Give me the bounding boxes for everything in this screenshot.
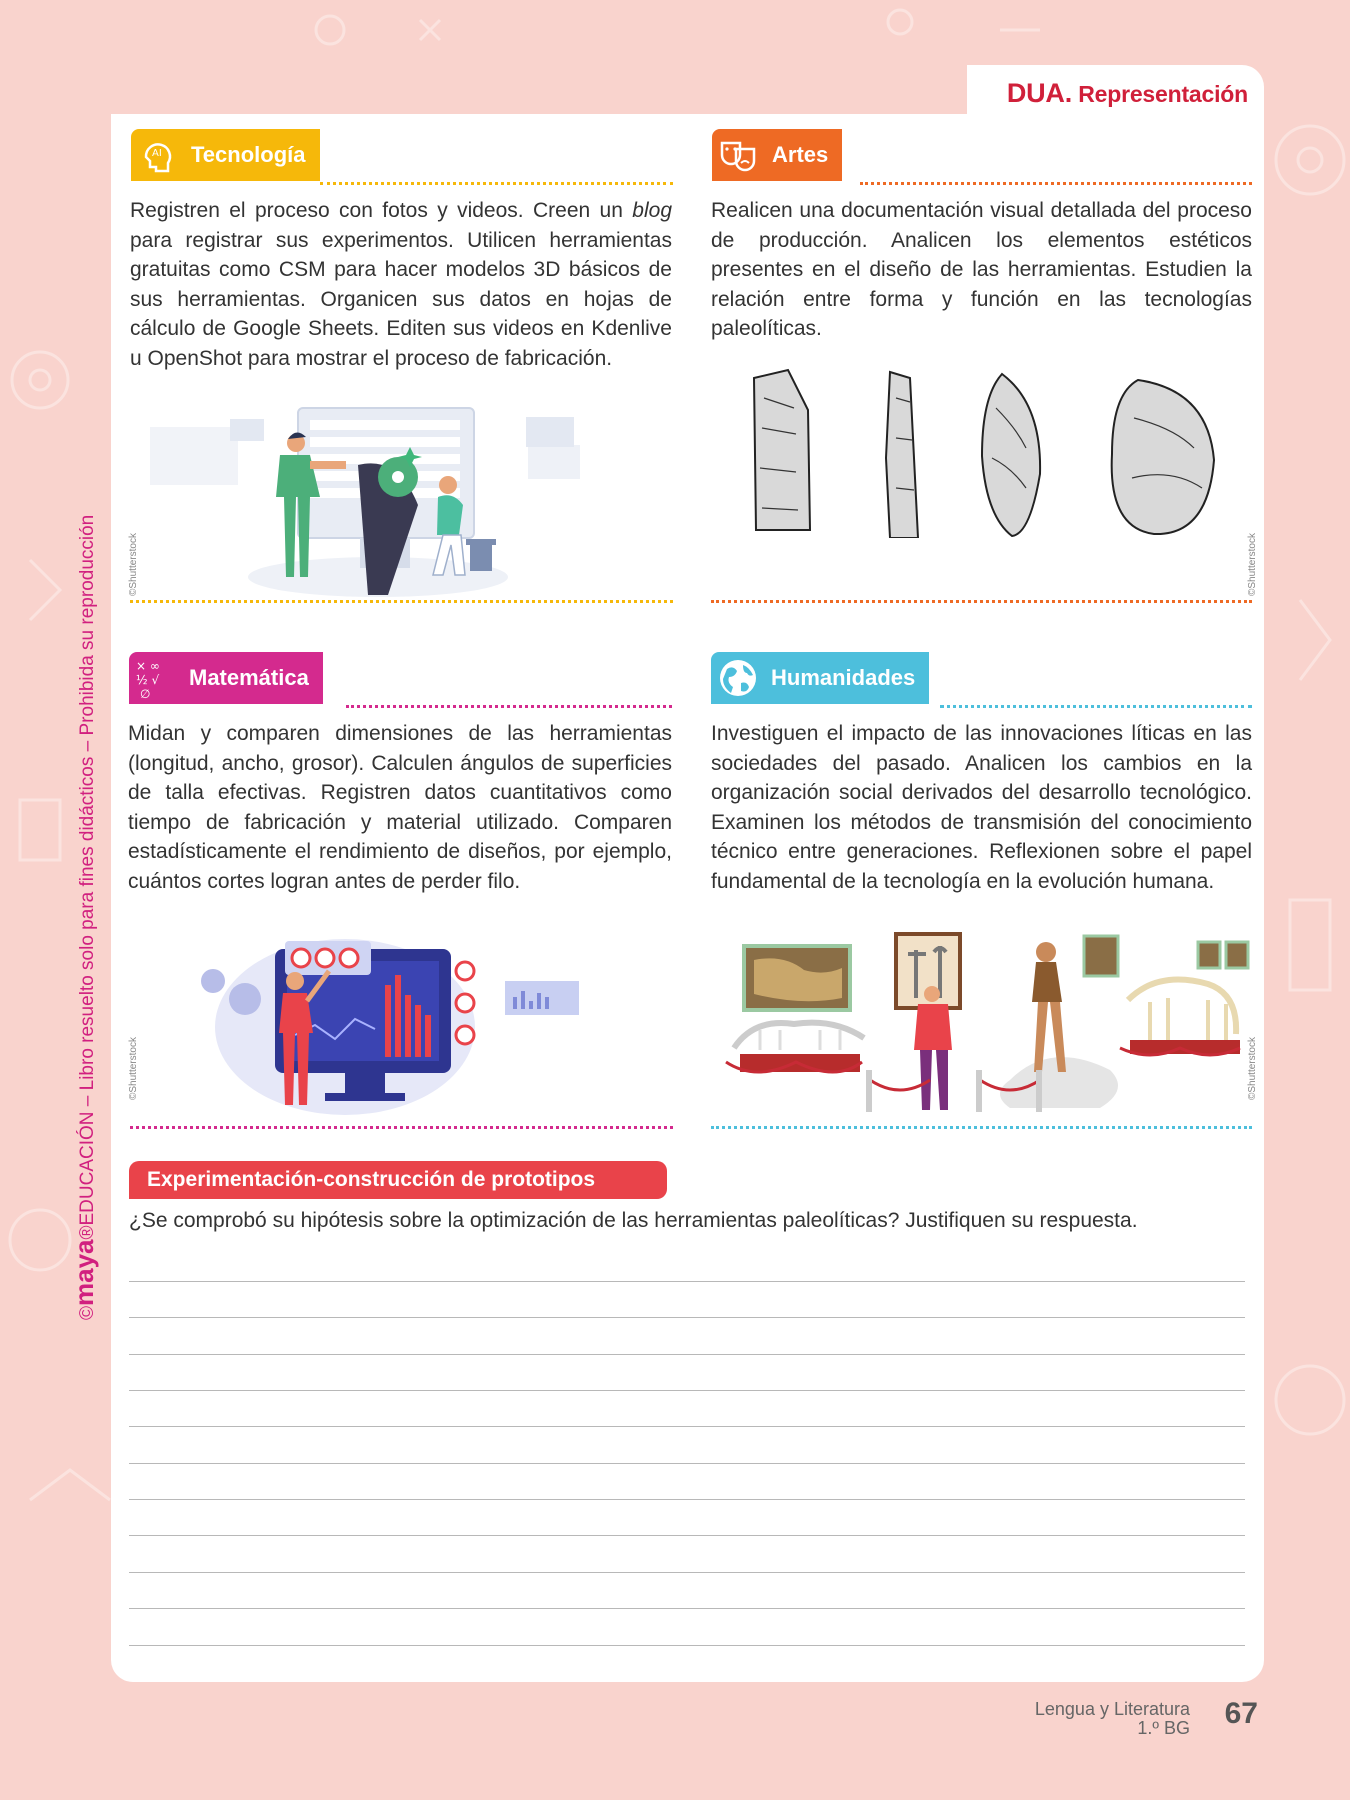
museum-illustration: [720, 930, 1250, 1120]
matematica-tag: [129, 652, 323, 704]
artes-bottom-divider: [711, 600, 1252, 603]
tecnologia-title: Tecnología: [191, 142, 306, 167]
theater-masks-icon: [712, 129, 766, 181]
matematica-bottom-divider: [130, 1126, 673, 1129]
experiment-question: ¿Se comprobó su hipótesis sobre la optimización de las herramientas paleolíticas? Justifiquen su respuesta.: [129, 1209, 1138, 1232]
dua-heading: DUA. Representación: [1006, 78, 1248, 108]
artes-text: Realicen una documentación visual detallada del proceso de producción. Analicen los elementos estéticos presentes en el diseño de las herramientas. Estudien la relación entre forma y función en las tecnologías paleolíticas.: [711, 199, 1252, 340]
answer-line[interactable]: [129, 1390, 1245, 1391]
tecnologia-credit: ©Shutterstock: [128, 533, 139, 596]
footer-subject: Lengua y Literatura 1.º BG: [1034, 1699, 1190, 1738]
matematica-credit: ©Shutterstock: [128, 1037, 139, 1100]
artes-tag: [712, 129, 842, 181]
header-tab-background: [111, 46, 967, 114]
stone-tools-illustration: [740, 368, 1220, 538]
globe-icon: [711, 652, 765, 704]
tecnologia-bottom-divider: [130, 600, 673, 603]
humanidades-text: Investiguen el impacto de las innovaciones líticas en las sociedades del pasado. Analicen los cambios en la organización social derivados del desarrollo tecnológico. Examinen los métodos de transmisión del conocimiento técnico entre generaciones. Reflexionen sobre el papel fundamental de la tecnología en la evolución humana.: [711, 722, 1252, 893]
tecnologia-tag: [131, 129, 320, 181]
answer-line[interactable]: [129, 1317, 1245, 1318]
answer-line[interactable]: [129, 1645, 1245, 1646]
artes-title: Artes: [772, 142, 829, 167]
humanidades-tag: [711, 652, 929, 704]
svg-text:∅: ∅: [140, 687, 151, 700]
artes-credit: ©Shutterstock: [1247, 533, 1258, 596]
answer-line[interactable]: [129, 1535, 1245, 1536]
answer-line[interactable]: [129, 1426, 1245, 1427]
matematica-title: Matemática: [189, 665, 309, 690]
answer-line[interactable]: [129, 1354, 1245, 1355]
answer-line[interactable]: [129, 1572, 1245, 1573]
humanidades-credit: ©Shutterstock: [1247, 1037, 1258, 1100]
tecnologia-divider: [320, 182, 673, 185]
answer-line[interactable]: [129, 1281, 1245, 1282]
matematica-text: Midan y comparen dimensiones de las herramientas (longitud, ancho, grosor). Calculen ángulos de superficies de talla efectivas. Registren datos cuantitativos como tiempo de fabricación y material utilizado. Comparen estadísticamente el rendimiento de diseños, por ejemplo, cuántos cortes logran antes de perder filo.: [128, 722, 672, 893]
video-editing-illustration: [148, 405, 618, 600]
robot-head-icon: [131, 129, 185, 181]
humanidades-title: Humanidades: [771, 665, 916, 690]
svg-text:AI: AI: [152, 148, 162, 159]
svg-text:½ √: ½ √: [136, 673, 160, 687]
side-copyright: ©maya®EDUCACIÓN – Libro resuelto solo para fines didácticos – Prohibida su reproducción: [69, 514, 99, 1320]
page-number: 67: [1224, 1697, 1258, 1730]
answer-line[interactable]: [129, 1499, 1245, 1500]
humanidades-bottom-divider: [711, 1126, 1252, 1129]
math-symbols-icon: [129, 652, 183, 704]
tecnologia-text: Registren el proceso con fotos y videos. Creen un blog para registrar sus experimentos. Utilicen herramientas gratuitas como CSM para hacer modelos 3D básicos de sus herramientas. Organicen sus datos en hojas de cálculo de Google Sheets. Editen sus videos en Kdenlive u OpenShot para mostrar el proceso de fabricación.: [130, 199, 672, 370]
data-analysis-illustration: [195, 935, 595, 1120]
svg-text:× ∞: × ∞: [136, 659, 160, 673]
humanidades-divider: [940, 705, 1252, 708]
experiment-banner: Experimentación-construcción de prototipos: [129, 1161, 667, 1199]
answer-line[interactable]: [129, 1608, 1245, 1609]
matematica-divider: [346, 705, 672, 708]
answer-line[interactable]: [129, 1463, 1245, 1464]
artes-divider: [860, 182, 1252, 185]
